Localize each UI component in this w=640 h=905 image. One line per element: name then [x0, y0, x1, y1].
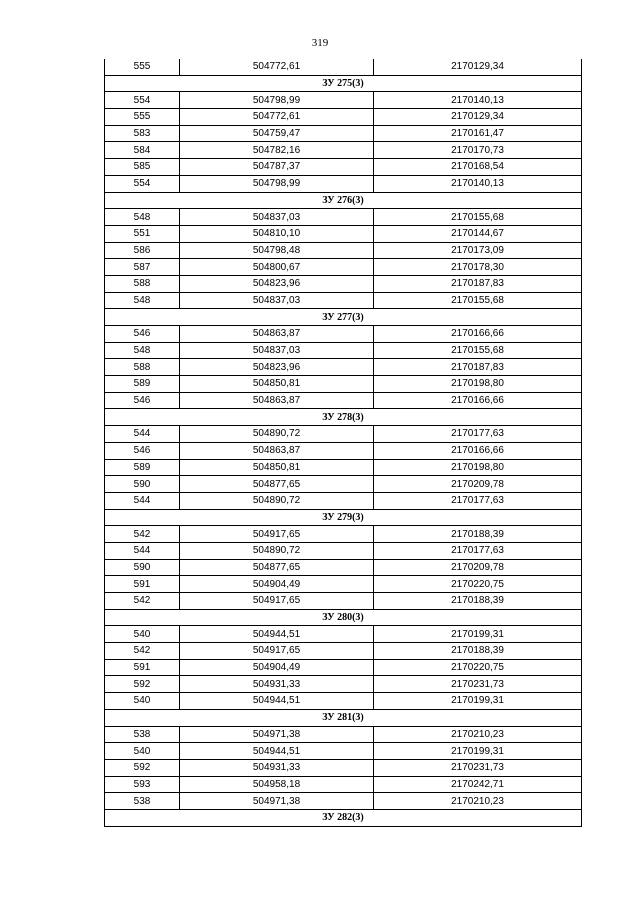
x-coordinate: 504917,65: [180, 526, 374, 543]
coordinates-table: [104, 59, 582, 827]
point-number: 542: [105, 526, 180, 543]
point-number: 586: [105, 242, 180, 259]
x-coordinate: 504944,51: [180, 693, 374, 710]
table-row: [105, 342, 582, 359]
point-number: 540: [105, 626, 180, 643]
x-coordinate: 504931,33: [180, 759, 374, 776]
table-row: [105, 92, 582, 109]
section-header-row: [105, 809, 582, 826]
y-coordinate: 2170188,39: [374, 526, 582, 543]
x-coordinate: 504850,81: [180, 376, 374, 393]
table-row: [105, 109, 582, 126]
x-coordinate: 504971,38: [180, 726, 374, 743]
y-coordinate: 2170187,83: [374, 275, 582, 292]
table-row: [105, 559, 582, 576]
page-number: 319: [311, 37, 329, 49]
y-coordinate: 2170199,31: [374, 743, 582, 760]
y-coordinate: 2170220,75: [374, 659, 582, 676]
y-coordinate: 2170166,66: [374, 326, 582, 343]
x-coordinate: 504863,87: [180, 392, 374, 409]
table-row: [105, 242, 582, 259]
x-coordinate: 504863,87: [180, 442, 374, 459]
table-row: [105, 459, 582, 476]
y-coordinate: 2170209,78: [374, 476, 582, 493]
y-coordinate: 2170140,13: [374, 92, 582, 109]
x-coordinate: 504798,48: [180, 242, 374, 259]
point-number: 593: [105, 776, 180, 793]
section-header-row: [105, 709, 582, 726]
section-header-row: [105, 192, 582, 209]
section-header: ЗУ 281(3): [105, 709, 582, 726]
point-number: 554: [105, 92, 180, 109]
section-header-row: [105, 75, 582, 92]
table-row: [105, 359, 582, 376]
y-coordinate: 2170166,66: [374, 392, 582, 409]
y-coordinate: 2170144,67: [374, 225, 582, 242]
point-number: 587: [105, 259, 180, 276]
section-header: ЗУ 276(3): [105, 192, 582, 209]
point-number: 590: [105, 476, 180, 493]
x-coordinate: 504877,65: [180, 559, 374, 576]
table-row: [105, 776, 582, 793]
point-number: 540: [105, 693, 180, 710]
x-coordinate: 504904,49: [180, 659, 374, 676]
y-coordinate: 2170155,68: [374, 209, 582, 226]
table-row: [105, 643, 582, 660]
y-coordinate: 2170199,31: [374, 626, 582, 643]
point-number: 555: [105, 109, 180, 126]
y-coordinate: 2170177,63: [374, 492, 582, 509]
y-coordinate: 2170155,68: [374, 342, 582, 359]
x-coordinate: 504800,67: [180, 259, 374, 276]
point-number: 546: [105, 392, 180, 409]
section-header: ЗУ 277(3): [105, 309, 582, 326]
table-row: [105, 259, 582, 276]
table-row: [105, 743, 582, 760]
y-coordinate: 2170161,47: [374, 125, 582, 142]
y-coordinate: 2170177,63: [374, 426, 582, 443]
x-coordinate: 504798,99: [180, 92, 374, 109]
x-coordinate: 504877,65: [180, 476, 374, 493]
y-coordinate: 2170209,78: [374, 559, 582, 576]
y-coordinate: 2170129,34: [374, 59, 582, 75]
x-coordinate: 504944,51: [180, 743, 374, 760]
y-coordinate: 2170220,75: [374, 576, 582, 593]
section-header: ЗУ 278(3): [105, 409, 582, 426]
table-row: [105, 593, 582, 610]
table-row: [105, 326, 582, 343]
y-coordinate: 2170188,39: [374, 643, 582, 660]
point-number: 544: [105, 426, 180, 443]
point-number: 591: [105, 576, 180, 593]
table-row: [105, 59, 582, 75]
point-number: 589: [105, 459, 180, 476]
point-number: 589: [105, 376, 180, 393]
point-number: 544: [105, 492, 180, 509]
section-header-row: [105, 509, 582, 526]
table-row: [105, 392, 582, 409]
point-number: 592: [105, 676, 180, 693]
y-coordinate: 2170178,30: [374, 259, 582, 276]
y-coordinate: 2170155,68: [374, 292, 582, 309]
x-coordinate: 504810,10: [180, 225, 374, 242]
y-coordinate: 2170231,73: [374, 759, 582, 776]
point-number: 544: [105, 542, 180, 559]
y-coordinate: 2170170,73: [374, 142, 582, 159]
y-coordinate: 2170198,80: [374, 459, 582, 476]
table-row: [105, 175, 582, 192]
point-number: 548: [105, 209, 180, 226]
x-coordinate: 504850,81: [180, 459, 374, 476]
x-coordinate: 504782,16: [180, 142, 374, 159]
x-coordinate: 504823,96: [180, 359, 374, 376]
y-coordinate: 2170166,66: [374, 442, 582, 459]
y-coordinate: 2170210,23: [374, 726, 582, 743]
x-coordinate: 504772,61: [180, 109, 374, 126]
y-coordinate: 2170188,39: [374, 593, 582, 610]
table-row: [105, 542, 582, 559]
point-number: 548: [105, 292, 180, 309]
x-coordinate: 504772,61: [180, 59, 374, 75]
y-coordinate: 2170187,83: [374, 359, 582, 376]
x-coordinate: 504823,96: [180, 275, 374, 292]
point-number: 551: [105, 225, 180, 242]
point-number: 546: [105, 326, 180, 343]
x-coordinate: 504917,65: [180, 643, 374, 660]
x-coordinate: 504890,72: [180, 492, 374, 509]
y-coordinate: 2170199,31: [374, 693, 582, 710]
point-number: 592: [105, 759, 180, 776]
y-coordinate: 2170177,63: [374, 542, 582, 559]
section-header: ЗУ 282(3): [105, 809, 582, 826]
table-row: [105, 492, 582, 509]
y-coordinate: 2170140,13: [374, 175, 582, 192]
x-coordinate: 504798,99: [180, 175, 374, 192]
x-coordinate: 504958,18: [180, 776, 374, 793]
point-number: 538: [105, 793, 180, 810]
point-number: 546: [105, 442, 180, 459]
x-coordinate: 504837,03: [180, 342, 374, 359]
section-header: ЗУ 279(3): [105, 509, 582, 526]
x-coordinate: 504787,37: [180, 159, 374, 176]
point-number: 542: [105, 643, 180, 660]
point-number: 548: [105, 342, 180, 359]
table-row: [105, 693, 582, 710]
table-row: [105, 275, 582, 292]
section-header-row: [105, 409, 582, 426]
point-number: 591: [105, 659, 180, 676]
x-coordinate: 504917,65: [180, 593, 374, 610]
y-coordinate: 2170168,54: [374, 159, 582, 176]
y-coordinate: 2170198,80: [374, 376, 582, 393]
point-number: 540: [105, 743, 180, 760]
x-coordinate: 504890,72: [180, 542, 374, 559]
table-row: [105, 626, 582, 643]
x-coordinate: 504837,03: [180, 292, 374, 309]
x-coordinate: 504863,87: [180, 326, 374, 343]
table-row: [105, 209, 582, 226]
y-coordinate: 2170210,23: [374, 793, 582, 810]
table-row: [105, 476, 582, 493]
point-number: 583: [105, 125, 180, 142]
x-coordinate: 504944,51: [180, 626, 374, 643]
table-row: [105, 676, 582, 693]
table-row: [105, 793, 582, 810]
point-number: 538: [105, 726, 180, 743]
point-number: 590: [105, 559, 180, 576]
x-coordinate: 504759,47: [180, 125, 374, 142]
point-number: 554: [105, 175, 180, 192]
table-row: [105, 442, 582, 459]
x-coordinate: 504931,33: [180, 676, 374, 693]
table-row: [105, 142, 582, 159]
table-row: [105, 125, 582, 142]
section-header-row: [105, 609, 582, 626]
table-row: [105, 659, 582, 676]
y-coordinate: 2170173,09: [374, 242, 582, 259]
y-coordinate: 2170242,71: [374, 776, 582, 793]
x-coordinate: 504971,38: [180, 793, 374, 810]
point-number: 588: [105, 359, 180, 376]
y-coordinate: 2170231,73: [374, 676, 582, 693]
section-header: ЗУ 275(3): [105, 75, 582, 92]
x-coordinate: 504837,03: [180, 209, 374, 226]
table-row: [105, 726, 582, 743]
table-row: [105, 376, 582, 393]
point-number: 588: [105, 275, 180, 292]
x-coordinate: 504890,72: [180, 426, 374, 443]
table-row: [105, 159, 582, 176]
table-row: [105, 225, 582, 242]
point-number: 585: [105, 159, 180, 176]
point-number: 584: [105, 142, 180, 159]
point-number: 555: [105, 59, 180, 75]
x-coordinate: 504904,49: [180, 576, 374, 593]
table-row: [105, 576, 582, 593]
table-row: [105, 759, 582, 776]
table-row: [105, 526, 582, 543]
y-coordinate: 2170129,34: [374, 109, 582, 126]
table-row: [105, 292, 582, 309]
point-number: 542: [105, 593, 180, 610]
table-row: [105, 426, 582, 443]
section-header-row: [105, 309, 582, 326]
section-header: ЗУ 280(3): [105, 609, 582, 626]
